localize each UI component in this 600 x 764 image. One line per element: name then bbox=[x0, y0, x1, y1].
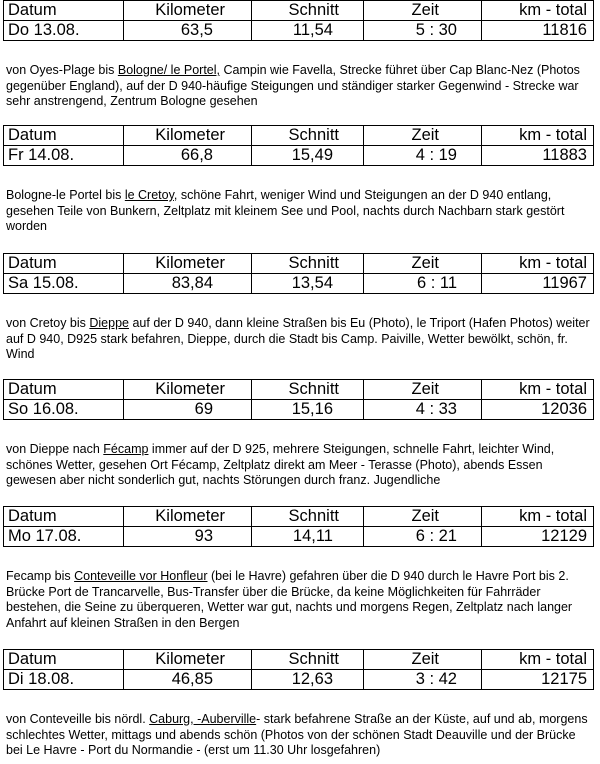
table-header-row bbox=[4, 254, 594, 274]
cell-schnitt: 15,16 bbox=[252, 400, 364, 420]
header-zeit: Zeit bbox=[364, 126, 482, 146]
note-text: (bei le Havre) gefahren über die D 940 durch le Havre Port bis 2. Brücke Port de Trancarvelle, Bus-Transfer über die Brücke, da keine Möglichkeiten für Fahrräder bestehen, die Seine zu überqueren, Wetter war gut, nachts und morgens Regen, Zeltplatz nach langer Anfahrt auf kleinen Straßen in den Bergen bbox=[6, 569, 573, 630]
day-note bbox=[6, 63, 592, 110]
table-header-row bbox=[4, 380, 594, 400]
cell-kilometer: 83,84 bbox=[124, 274, 252, 294]
header-km-total: km - total bbox=[482, 650, 594, 670]
header-schnitt: Schnitt bbox=[252, 126, 364, 146]
header-kilometer: Kilometer bbox=[124, 380, 252, 400]
cell-kilometer: 63,5 bbox=[124, 21, 252, 41]
cell-datum: Mo 17.08. bbox=[4, 527, 124, 547]
table-header-row bbox=[4, 507, 594, 527]
note-text: von Cretoy bis bbox=[6, 316, 90, 330]
cell-km-total: 12036 bbox=[482, 400, 594, 420]
note-text: Bologne-le Portel bis bbox=[6, 188, 125, 202]
table-header-row bbox=[4, 1, 594, 21]
day-table bbox=[3, 125, 594, 166]
cell-schnitt: 11,54 bbox=[252, 21, 364, 41]
note-text: von Oyes-Plage bis bbox=[6, 63, 118, 77]
day-note bbox=[6, 316, 592, 363]
cell-km-total: 12175 bbox=[482, 670, 594, 690]
cell-schnitt: 14,11 bbox=[252, 527, 364, 547]
header-km-total: km - total bbox=[482, 1, 594, 21]
day-table bbox=[3, 649, 594, 690]
note-text: von Dieppe nach bbox=[6, 442, 104, 456]
header-schnitt: Schnitt bbox=[252, 380, 364, 400]
note-destination: le Cretoy bbox=[124, 188, 174, 202]
cell-km-total: 11816 bbox=[482, 21, 594, 41]
cell-zeit: 3 : 42 bbox=[364, 670, 482, 690]
note-destination: Dieppe bbox=[89, 316, 129, 330]
cell-kilometer: 46,85 bbox=[124, 670, 252, 690]
cell-schnitt: 15,49 bbox=[252, 146, 364, 166]
header-datum: Datum bbox=[4, 380, 124, 400]
header-kilometer: Kilometer bbox=[124, 650, 252, 670]
cell-kilometer: 93 bbox=[124, 527, 252, 547]
day-table bbox=[3, 253, 594, 294]
cell-zeit: 5 : 30 bbox=[364, 21, 482, 41]
day-note bbox=[6, 442, 592, 489]
header-schnitt: Schnitt bbox=[252, 650, 364, 670]
table-row bbox=[4, 400, 594, 420]
cell-schnitt: 13,54 bbox=[252, 274, 364, 294]
table-header-row bbox=[4, 126, 594, 146]
day-table bbox=[3, 379, 594, 420]
table-row bbox=[4, 670, 594, 690]
cell-datum: Di 18.08. bbox=[4, 670, 124, 690]
cell-kilometer: 66,8 bbox=[124, 146, 252, 166]
header-km-total: km - total bbox=[482, 254, 594, 274]
note-destination: Caburg, -Auberville bbox=[149, 712, 257, 726]
table-row bbox=[4, 527, 594, 547]
header-datum: Datum bbox=[4, 507, 124, 527]
note-text: , schöne Fahrt, weniger Wind und Steigungen an der D 940 entlang, gesehen Teile von Bunkern, Zeltplatz mit kleinem See und Pool, nachts durch Nachbarn stark gestört worden bbox=[6, 188, 565, 233]
note-text: - stark befahrene Straße an der Küste, auf und ab, morgens schlechtes Wetter, mittags und abends schön (Photos von der schönen Stadt Deauville und der Brücke bei Le Havre - Port du Normandie - (erst um 11.30 Uhr losgefahren) bbox=[6, 712, 588, 757]
header-datum: Datum bbox=[4, 1, 124, 21]
cell-datum: Fr 14.08. bbox=[4, 146, 124, 166]
header-km-total: km - total bbox=[482, 126, 594, 146]
header-zeit: Zeit bbox=[364, 650, 482, 670]
header-kilometer: Kilometer bbox=[124, 126, 252, 146]
day-note bbox=[6, 188, 592, 235]
note-text: immer auf der D 925, mehrere Steigungen, schnelle Fahrt, leichter Wind, schönes Wetter, gesehen Ort Fécamp, Zeltplatz direkt am Meer - Terasse (Photo), abends Essen gewesen aber nicht sonderlich gut, nachts Störungen durch franz. Jugendliche bbox=[6, 442, 555, 487]
header-datum: Datum bbox=[4, 126, 124, 146]
header-kilometer: Kilometer bbox=[124, 507, 252, 527]
header-km-total: km - total bbox=[482, 380, 594, 400]
note-text: auf der D 940, dann kleine Straßen bis Eu (Photo), le Triport (Hafen Photos) weiter auf D 940, D925 stark befahren, Dieppe, durch die Stadt bis Camp. Paiville, Wetter bewölkt, schön, fr. Wind bbox=[6, 316, 590, 361]
note-destination: Conteveille vor Honfleur bbox=[74, 569, 208, 583]
cell-zeit: 4 : 33 bbox=[364, 400, 482, 420]
day-note bbox=[6, 712, 592, 759]
cell-zeit: 6 : 21 bbox=[364, 527, 482, 547]
header-schnitt: Schnitt bbox=[252, 254, 364, 274]
cell-km-total: 11967 bbox=[482, 274, 594, 294]
day-note bbox=[6, 569, 592, 631]
note-text: von Conteveille bis nördl. bbox=[6, 712, 150, 726]
header-schnitt: Schnitt bbox=[252, 1, 364, 21]
day-table bbox=[3, 0, 594, 41]
day-table bbox=[3, 506, 594, 547]
table-row bbox=[4, 146, 594, 166]
cell-datum: So 16.08. bbox=[4, 400, 124, 420]
header-zeit: Zeit bbox=[364, 1, 482, 21]
header-kilometer: Kilometer bbox=[124, 254, 252, 274]
cell-schnitt: 12,63 bbox=[252, 670, 364, 690]
header-datum: Datum bbox=[4, 650, 124, 670]
cell-km-total: 12129 bbox=[482, 527, 594, 547]
table-row bbox=[4, 274, 594, 294]
cell-datum: Sa 15.08. bbox=[4, 274, 124, 294]
header-zeit: Zeit bbox=[364, 380, 482, 400]
table-row bbox=[4, 21, 594, 41]
note-text: Campin wie Favella, Strecke führet über Cap Blanc-Nez (Photos gegenüber England), auf der D 940-häufige Steigungen und ständiger starker Gegenwind - Strecke war sehr anstrengend, Zentrum Bologne gesehen bbox=[6, 63, 580, 108]
note-text: Fecamp bis bbox=[6, 569, 75, 583]
header-zeit: Zeit bbox=[364, 254, 482, 274]
header-zeit: Zeit bbox=[364, 507, 482, 527]
cell-kilometer: 69 bbox=[124, 400, 252, 420]
cell-zeit: 4 : 19 bbox=[364, 146, 482, 166]
header-schnitt: Schnitt bbox=[252, 507, 364, 527]
header-km-total: km - total bbox=[482, 507, 594, 527]
note-destination: Bologne/ le Portel, bbox=[117, 63, 221, 77]
table-header-row bbox=[4, 650, 594, 670]
header-kilometer: Kilometer bbox=[124, 1, 252, 21]
header-datum: Datum bbox=[4, 254, 124, 274]
cell-km-total: 11883 bbox=[482, 146, 594, 166]
note-destination: Fécamp bbox=[103, 442, 149, 456]
cell-datum: Do 13.08. bbox=[4, 21, 124, 41]
cell-zeit: 6 : 11 bbox=[364, 274, 482, 294]
